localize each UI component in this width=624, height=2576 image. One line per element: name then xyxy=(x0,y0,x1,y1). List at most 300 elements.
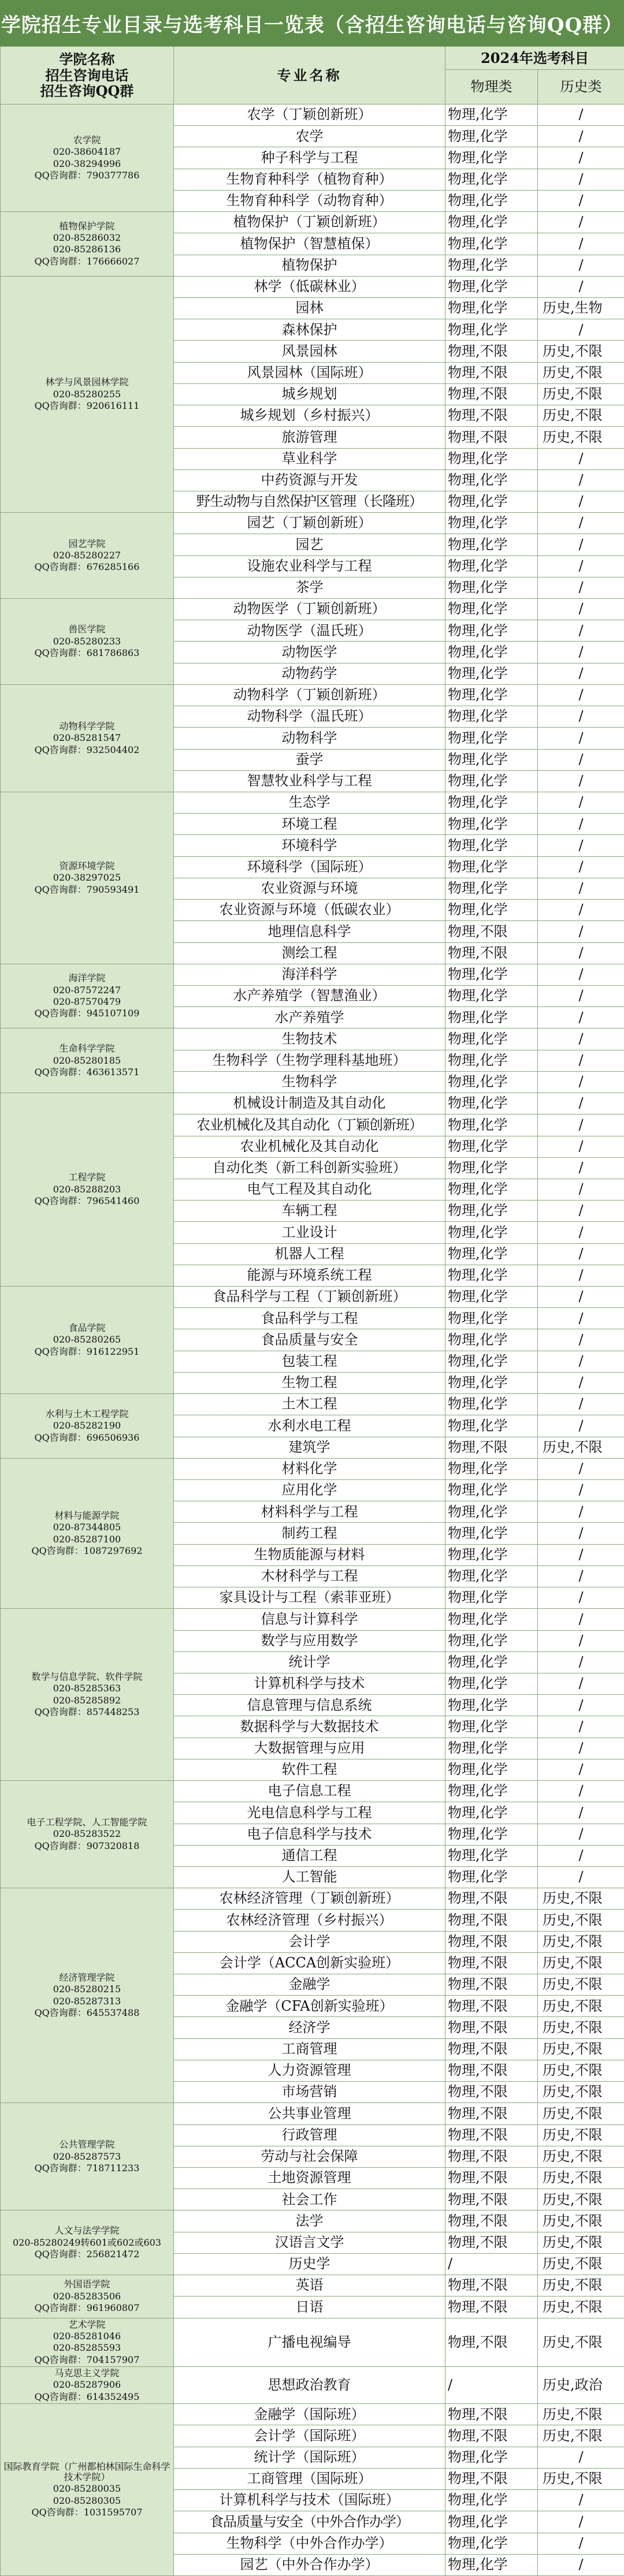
history-subjects: / xyxy=(538,255,624,276)
college-contact: QQ咨询群：961960807 xyxy=(3,2303,171,2313)
history-subjects: / xyxy=(538,1372,624,1393)
college-contact: 020-38297025 xyxy=(3,873,171,883)
physics-subjects: 物理,化学 xyxy=(445,642,538,663)
physics-subjects: 物理,化学 xyxy=(445,1565,538,1587)
history-subjects: / xyxy=(538,147,624,169)
major-name: 水利水电工程 xyxy=(174,1415,445,1437)
physics-subjects: 物理,化学 xyxy=(445,1781,538,1802)
college-cell xyxy=(1,684,174,792)
history-subjects: / xyxy=(538,1501,624,1523)
history-subjects: / xyxy=(538,1287,624,1308)
history-subjects: 历史,不限 xyxy=(538,2124,624,2146)
history-subjects: / xyxy=(538,1050,624,1071)
physics-subjects: 物理,化学 xyxy=(445,684,538,706)
major-name: 农学（丁颖创新班） xyxy=(174,105,445,126)
physics-subjects: 物理,不限 xyxy=(445,2189,538,2210)
physics-subjects: 物理,化学 xyxy=(445,1351,538,1372)
college-contact: QQ咨询群：1031595707 xyxy=(3,2507,171,2518)
table-row xyxy=(1,1394,624,1415)
major-name: 法学 xyxy=(174,2210,445,2232)
physics-subjects: 物理,不限 xyxy=(445,2404,538,2425)
college-contact: 020-85280185 xyxy=(3,1056,171,1066)
physics-subjects: 物理,化学 xyxy=(445,556,538,577)
college-name: 人文与法学学院 xyxy=(3,2225,171,2236)
college-name: 农学院 xyxy=(3,135,171,146)
major-name: 测绘工程 xyxy=(174,942,445,964)
physics-subjects: 物理,不限 xyxy=(445,2168,538,2189)
physics-subjects: 物理,化学 xyxy=(445,469,538,491)
major-name: 光电信息科学与工程 xyxy=(174,1802,445,1824)
table-row xyxy=(1,1093,624,1114)
table-row xyxy=(1,2275,624,2297)
major-name: 土木工程 xyxy=(174,1394,445,1415)
history-subjects: / xyxy=(538,1093,624,1114)
physics-subjects: 物理,化学 xyxy=(445,1544,538,1565)
college-contact: 020-85286136 xyxy=(3,244,171,255)
major-name: 日语 xyxy=(174,2297,445,2318)
history-subjects: / xyxy=(538,1415,624,1437)
college-name: 外国语学院 xyxy=(3,2279,171,2290)
major-name: 数据科学与大数据技术 xyxy=(174,1716,445,1738)
table-row xyxy=(1,212,624,233)
college-contact: 020-85285363 xyxy=(3,1683,171,1694)
physics-subjects: 物理,化学 xyxy=(445,577,538,598)
major-name: 植物保护（智慧植保） xyxy=(174,233,445,255)
college-contact: QQ咨询群：916122951 xyxy=(3,1347,171,1357)
history-subjects: / xyxy=(538,1544,624,1565)
major-name: 蚕学 xyxy=(174,749,445,770)
physics-subjects: 物理,化学 xyxy=(445,147,538,169)
major-name: 历史学 xyxy=(174,2253,445,2275)
table-row xyxy=(1,792,624,814)
major-name: 人力资源管理 xyxy=(174,2060,445,2081)
college-contact: 020-85287313 xyxy=(3,1996,171,2007)
major-name: 车辆工程 xyxy=(174,1201,445,1222)
physics-subjects: 物理,化学 xyxy=(445,1222,538,1243)
major-name: 风景园林 xyxy=(174,341,445,362)
history-subjects: / xyxy=(538,814,624,835)
physics-subjects: 物理,不限 xyxy=(445,942,538,964)
college-name: 兽医学院 xyxy=(3,624,171,635)
table-row xyxy=(1,1458,624,1479)
major-name: 森林保护 xyxy=(174,319,445,341)
major-name: 动物医学 xyxy=(174,642,445,663)
physics-subjects: 物理,化学 xyxy=(445,814,538,835)
history-subjects: / xyxy=(538,985,624,1006)
college-contact: 020-85282190 xyxy=(3,1421,171,1431)
physics-subjects: 物理,化学 xyxy=(445,1093,538,1114)
major-name: 城乡规划（乡村振兴） xyxy=(174,405,445,427)
college-cell xyxy=(1,1028,174,1093)
physics-subjects: 物理,化学 xyxy=(445,233,538,255)
college-contact: QQ咨询群：1087297692 xyxy=(3,1546,171,1556)
major-name: 生物科学（中外合作办学） xyxy=(174,2533,445,2554)
college-cell xyxy=(1,599,174,685)
major-name: 生物育种科学（植物育种） xyxy=(174,169,445,190)
physics-subjects: 物理,化学 xyxy=(445,1007,538,1028)
college-contact: QQ咨询群：790377786 xyxy=(3,170,171,181)
major-name: 材料化学 xyxy=(174,1458,445,1479)
college-cell xyxy=(1,1888,174,2103)
major-name: 电子信息科学与技术 xyxy=(174,1824,445,1845)
table-row xyxy=(1,1028,624,1050)
college-cell xyxy=(1,276,174,512)
major-name: 农业资源与环境 xyxy=(174,878,445,899)
college-contact: QQ咨询群：857448253 xyxy=(3,1707,171,1717)
major-name: 信息与计算科学 xyxy=(174,1609,445,1630)
physics-subjects: 物理,化学 xyxy=(445,770,538,792)
history-subjects: / xyxy=(538,1587,624,1609)
major-name: 食品科学与工程 xyxy=(174,1308,445,1329)
college-contact: 020-85287100 xyxy=(3,1534,171,1545)
major-name: 食品科学与工程（丁颖创新班） xyxy=(174,1287,445,1308)
major-name: 食品质量与安全 xyxy=(174,1329,445,1351)
major-name: 种子科学与工程 xyxy=(174,147,445,169)
history-subjects: 历史,不限 xyxy=(538,405,624,427)
physics-subjects: 物理,化学 xyxy=(445,1802,538,1824)
physics-subjects: 物理,化学 xyxy=(445,985,538,1006)
major-name: 软件工程 xyxy=(174,1759,445,1780)
college-cell xyxy=(1,1287,174,1394)
physics-subjects: 物理,不限 xyxy=(445,427,538,448)
major-name: 工商管理 xyxy=(174,2038,445,2060)
major-name: 会计学 xyxy=(174,1931,445,1952)
history-subjects: / xyxy=(538,319,624,341)
major-name: 园艺 xyxy=(174,534,445,556)
physics-subjects: 物理,化学 xyxy=(445,2554,538,2575)
history-subjects: 历史,生物 xyxy=(538,297,624,319)
history-subjects: / xyxy=(538,1458,624,1479)
physics-subjects: 物理,化学 xyxy=(445,1201,538,1222)
college-cell xyxy=(1,2367,174,2404)
physics-subjects: 物理,化学 xyxy=(445,212,538,233)
major-name: 旅游管理 xyxy=(174,427,445,448)
physics-subjects: 物理,化学 xyxy=(445,255,538,276)
physics-subjects: 物理,不限 xyxy=(445,2124,538,2146)
table-row xyxy=(1,964,624,985)
college-contact: 020-85280227 xyxy=(3,550,171,561)
major-name: 英语 xyxy=(174,2275,445,2297)
college-contact: 020-85287573 xyxy=(3,2152,171,2162)
physics-subjects: 物理,不限 xyxy=(445,2146,538,2167)
physics-subjects: 物理,化学 xyxy=(445,1716,538,1738)
physics-subjects: 物理,化学 xyxy=(445,1071,538,1093)
major-name: 土地资源管理 xyxy=(174,2168,445,2189)
history-subjects: 历史,不限 xyxy=(538,1910,624,1931)
college-contact: QQ咨询群：676285166 xyxy=(3,562,171,572)
table-row xyxy=(1,1781,624,1802)
physics-subjects: 物理,化学 xyxy=(445,1738,538,1759)
table-row xyxy=(1,2404,624,2425)
major-name: 动物科学 xyxy=(174,728,445,749)
physics-subjects: 物理,不限 xyxy=(445,383,538,405)
college-contact: QQ咨询群：790593491 xyxy=(3,885,171,895)
college-contact: 020-85280255 xyxy=(3,389,171,400)
history-subjects: / xyxy=(538,1071,624,1093)
college-contact: 020-85281547 xyxy=(3,733,171,743)
header-row xyxy=(1,47,624,70)
major-name: 林学（低碳林业） xyxy=(174,276,445,297)
physics-subjects: 物理,化学 xyxy=(445,1458,538,1479)
college-contact: QQ咨询群：176666027 xyxy=(3,256,171,267)
table-row xyxy=(1,684,624,706)
history-subjects: / xyxy=(538,964,624,985)
major-table xyxy=(0,46,624,2576)
major-name: 生物工程 xyxy=(174,1372,445,1393)
college-cell xyxy=(1,2404,174,2576)
college-contact: 020-85281046 xyxy=(3,2331,171,2342)
major-name: 工商管理（国际班） xyxy=(174,2468,445,2489)
major-name: 建筑学 xyxy=(174,1437,445,1458)
physics-subjects: 物理,化学 xyxy=(445,1501,538,1523)
college-contact: QQ咨询群：718711233 xyxy=(3,2163,171,2174)
history-subjects: 历史,不限 xyxy=(538,2168,624,2189)
physics-subjects: 物理,化学 xyxy=(445,297,538,319)
college-name: 材料与能源学院 xyxy=(3,1511,171,1521)
history-subjects: 历史,不限 xyxy=(538,2404,624,2425)
major-name: 汉语言文学 xyxy=(174,2232,445,2253)
physics-subjects: 物理,不限 xyxy=(445,1996,538,2017)
history-subjects: / xyxy=(538,2447,624,2468)
history-subjects: / xyxy=(538,126,624,147)
history-subjects: 历史,不限 xyxy=(538,2275,624,2297)
history-subjects: 历史,不限 xyxy=(538,2103,624,2124)
college-name: 数学与信息学院、软件学院 xyxy=(3,1672,171,1682)
college-name: 植物保护学院 xyxy=(3,221,171,232)
college-name: 林学与风景园林学院 xyxy=(3,377,171,387)
major-name: 大数据管理与应用 xyxy=(174,1738,445,1759)
major-name: 环境工程 xyxy=(174,814,445,835)
college-contact: QQ咨询群：645537488 xyxy=(3,2008,171,2018)
major-name: 农业资源与环境（低碳农业） xyxy=(174,900,445,921)
physics-subjects: 物理,化学 xyxy=(445,1523,538,1544)
college-contact: 020-85280233 xyxy=(3,636,171,647)
history-subjects: / xyxy=(538,2490,624,2511)
history-subjects: / xyxy=(538,2511,624,2533)
history-subjects: / xyxy=(538,233,624,255)
college-contact: 020-38604187 xyxy=(3,147,171,157)
major-name: 生物质能源与材料 xyxy=(174,1544,445,1565)
history-subjects: / xyxy=(538,1114,624,1136)
physics-subjects: 物理,化学 xyxy=(445,1179,538,1200)
major-name: 农林经济管理（丁颖创新班） xyxy=(174,1888,445,1910)
major-name: 地理信息科学 xyxy=(174,921,445,942)
physics-subjects: 物理,不限 xyxy=(445,2275,538,2297)
physics-subjects: / xyxy=(445,2367,538,2404)
major-name: 金融学 xyxy=(174,1974,445,1996)
major-name: 动物科学（丁颖创新班） xyxy=(174,684,445,706)
major-name: 自动化类（新工科创新实验班） xyxy=(174,1157,445,1179)
major-name: 机械设计制造及其自动化 xyxy=(174,1093,445,1114)
college-cell xyxy=(1,964,174,1028)
major-name: 公共事业管理 xyxy=(174,2103,445,2124)
history-subjects: / xyxy=(538,942,624,964)
college-contact: QQ咨询群：945107109 xyxy=(3,1008,171,1019)
history-subjects: / xyxy=(538,1824,624,1845)
physics-subjects: 物理,化学 xyxy=(445,1243,538,1265)
history-subjects: / xyxy=(538,1759,624,1780)
college-contact: QQ咨询群：796541460 xyxy=(3,1196,171,1206)
history-subjects: / xyxy=(538,556,624,577)
history-subjects: 历史,不限 xyxy=(538,383,624,405)
major-name: 包装工程 xyxy=(174,1351,445,1372)
major-name: 人工智能 xyxy=(174,1866,445,1888)
physics-subjects: 物理,化学 xyxy=(445,663,538,684)
table-row xyxy=(1,513,624,534)
major-name: 木材科学与工程 xyxy=(174,1565,445,1587)
history-subjects: 历史,不限 xyxy=(538,2468,624,2489)
college-name: 国际教育学院（广州都柏林国际生命科学技术学院） xyxy=(3,2462,171,2483)
history-subjects: / xyxy=(538,469,624,491)
major-name: 工业设计 xyxy=(174,1222,445,1243)
college-contact: 020-85283522 xyxy=(3,1829,171,1839)
history-subjects: / xyxy=(538,491,624,512)
history-subjects: / xyxy=(538,663,624,684)
major-name: 机器人工程 xyxy=(174,1243,445,1265)
physics-subjects: 物理,化学 xyxy=(445,2511,538,2533)
physics-subjects: 物理,化学 xyxy=(445,964,538,985)
college-cell xyxy=(1,212,174,277)
header-physics: 物理类 xyxy=(445,70,538,105)
major-name: 农学 xyxy=(174,126,445,147)
history-subjects: / xyxy=(538,1157,624,1179)
college-name: 生命科学学院 xyxy=(3,1043,171,1054)
major-name: 茶学 xyxy=(174,577,445,598)
college-contact: QQ咨询群：920616111 xyxy=(3,401,171,411)
physics-subjects: 物理,不限 xyxy=(445,405,538,427)
college-cell xyxy=(1,2210,174,2275)
history-subjects: 历史,不限 xyxy=(538,341,624,362)
history-subjects: / xyxy=(538,1523,624,1544)
college-contact: 020-85286032 xyxy=(3,233,171,243)
history-subjects: / xyxy=(538,1028,624,1050)
history-subjects: / xyxy=(538,1565,624,1587)
college-cell xyxy=(1,2103,174,2210)
history-subjects: 历史,不限 xyxy=(538,1974,624,1996)
college-contact: QQ咨询群：696506936 xyxy=(3,1433,171,1443)
college-contact: 020-38294996 xyxy=(3,159,171,169)
history-subjects: / xyxy=(538,1802,624,1824)
table-row xyxy=(1,599,624,620)
major-name: 材料科学与工程 xyxy=(174,1501,445,1523)
major-name: 电子信息工程 xyxy=(174,1781,445,1802)
major-name: 动物科学（温氏班） xyxy=(174,706,445,728)
major-name: 中药资源与开发 xyxy=(174,469,445,491)
physics-subjects: 物理,化学 xyxy=(445,534,538,556)
history-subjects: / xyxy=(538,534,624,556)
college-cell xyxy=(1,1609,174,1781)
physics-subjects: 物理,化学 xyxy=(445,1287,538,1308)
physics-subjects: 物理,化学 xyxy=(445,1652,538,1673)
major-name: 智慧牧业科学与工程 xyxy=(174,770,445,792)
major-name: 劳动与社会保障 xyxy=(174,2146,445,2167)
history-subjects: 历史,政治 xyxy=(538,2367,624,2404)
major-name: 经济学 xyxy=(174,2017,445,2038)
history-subjects: / xyxy=(538,1652,624,1673)
history-subjects: 历史,不限 xyxy=(538,1888,624,1910)
table-row xyxy=(1,1287,624,1308)
physics-subjects: 物理,化学 xyxy=(445,1308,538,1329)
college-name: 园艺学院 xyxy=(3,539,171,549)
history-subjects: / xyxy=(538,1738,624,1759)
physics-subjects: 物理,不限 xyxy=(445,1974,538,1996)
history-subjects: / xyxy=(538,706,624,728)
history-subjects: / xyxy=(538,577,624,598)
table-row xyxy=(1,2367,624,2404)
college-contact: 020-85280265 xyxy=(3,1334,171,1345)
history-subjects: / xyxy=(538,1845,624,1866)
physics-subjects: 物理,化学 xyxy=(445,1136,538,1157)
major-name: 广播电视编导 xyxy=(174,2318,445,2367)
history-subjects: 历史,不限 xyxy=(538,1437,624,1458)
physics-subjects: 物理,不限 xyxy=(445,2038,538,2060)
physics-subjects: 物理,化学 xyxy=(445,1673,538,1694)
major-name: 海洋科学 xyxy=(174,964,445,985)
major-name: 动物药学 xyxy=(174,663,445,684)
physics-subjects: 物理,不限 xyxy=(445,2210,538,2232)
major-name: 食品质量与安全（中外合作办学） xyxy=(174,2511,445,2533)
table-row xyxy=(1,2103,624,2124)
history-subjects: / xyxy=(538,169,624,190)
major-name: 应用化学 xyxy=(174,1480,445,1501)
history-subjects: / xyxy=(538,900,624,921)
major-name: 水产养殖学（智慧渔业） xyxy=(174,985,445,1006)
history-subjects: / xyxy=(538,921,624,942)
history-subjects: / xyxy=(538,1609,624,1630)
table-row xyxy=(1,2318,624,2367)
college-contact: 020-85280305 xyxy=(3,2496,171,2506)
history-subjects: 历史,不限 xyxy=(538,427,624,448)
history-subjects: / xyxy=(538,1222,624,1243)
history-subjects: / xyxy=(538,1480,624,1501)
college-cell xyxy=(1,1458,174,1609)
college-name: 食品学院 xyxy=(3,1323,171,1333)
history-subjects: / xyxy=(538,276,624,297)
physics-subjects: 物理,化学 xyxy=(445,491,538,512)
college-name: 水利与土木工程学院 xyxy=(3,1409,171,1419)
physics-subjects: 物理,化学 xyxy=(445,1114,538,1136)
physics-subjects: / xyxy=(445,2253,538,2275)
header-history: 历史类 xyxy=(538,70,624,105)
major-name: 数学与应用数学 xyxy=(174,1630,445,1652)
major-name: 家具设计与工程（索菲亚班） xyxy=(174,1587,445,1609)
physics-subjects: 物理,化学 xyxy=(445,1480,538,1501)
history-subjects: / xyxy=(538,1136,624,1157)
major-name: 植物保护（丁颖创新班） xyxy=(174,212,445,233)
physics-subjects: 物理,不限 xyxy=(445,921,538,942)
college-contact: 020-87570479 xyxy=(3,997,171,1007)
history-subjects: / xyxy=(538,1394,624,1415)
physics-subjects: 物理,化学 xyxy=(445,878,538,899)
physics-subjects: 物理,化学 xyxy=(445,728,538,749)
physics-subjects: 物理,化学 xyxy=(445,169,538,190)
major-name: 金融学（国际班） xyxy=(174,2404,445,2425)
history-subjects: / xyxy=(538,1673,624,1694)
header-college-line: 招生咨询电话 xyxy=(3,68,171,84)
physics-subjects: 物理,化学 xyxy=(445,1759,538,1780)
history-subjects: 历史,不限 xyxy=(538,2189,624,2210)
physics-subjects: 物理,化学 xyxy=(445,706,538,728)
college-contact: 020-85280035 xyxy=(3,2484,171,2494)
physics-subjects: 物理,化学 xyxy=(445,599,538,620)
physics-subjects: 物理,不限 xyxy=(445,1888,538,1910)
physics-subjects: 物理,不限 xyxy=(445,2425,538,2447)
physics-subjects: 物理,不限 xyxy=(445,2017,538,2038)
major-name: 园林 xyxy=(174,297,445,319)
college-cell xyxy=(1,2275,174,2318)
major-name: 园艺（丁颖创新班） xyxy=(174,513,445,534)
history-subjects: / xyxy=(538,1630,624,1652)
